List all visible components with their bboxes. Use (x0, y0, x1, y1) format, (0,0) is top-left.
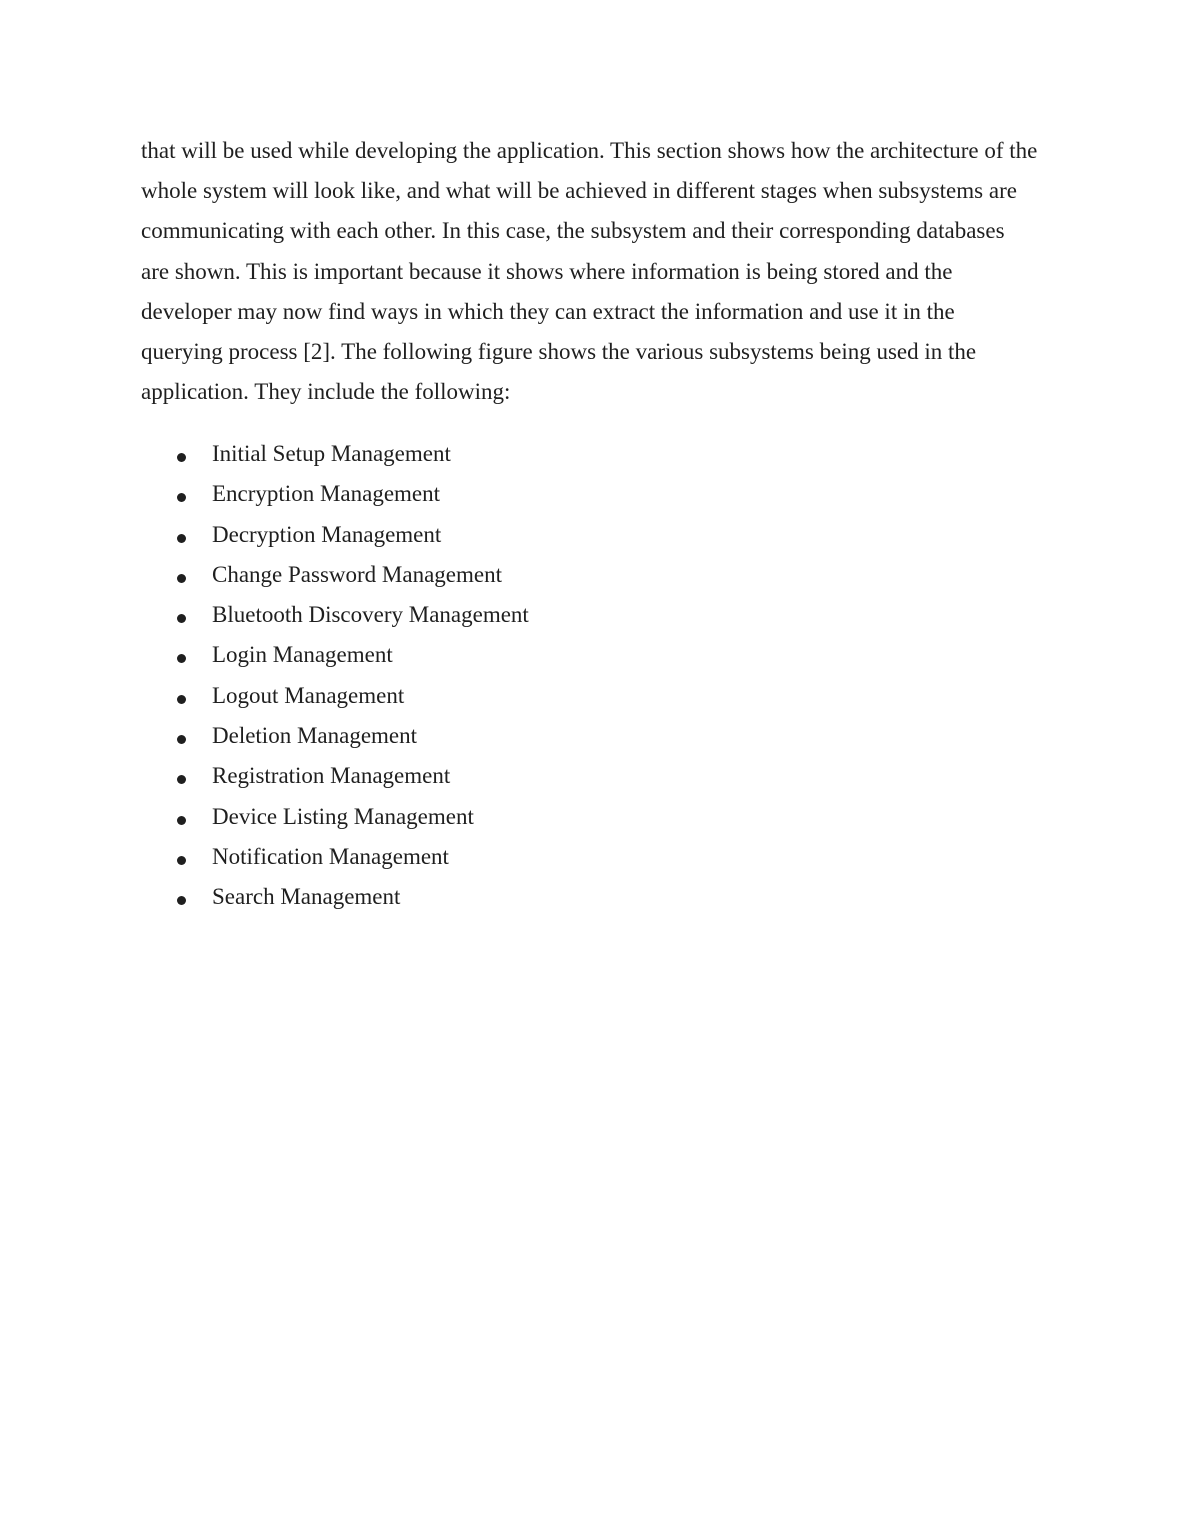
list-item-label: Encryption Management (212, 481, 441, 507)
list-item-label: Decryption Management (212, 521, 442, 547)
bullet-icon (177, 856, 186, 865)
bullet-icon (177, 775, 186, 784)
list-item-label: Initial Setup Management (212, 441, 451, 466)
list-item-label: Notification Management (212, 843, 449, 869)
paragraph-line: that will be used while developing the application. This section shows how the architecture of the (141, 138, 1038, 163)
paragraph-line: application. They include the following: (141, 379, 511, 405)
list-item (141, 434, 1041, 474)
bullet-icon (177, 816, 186, 825)
bullet-icon (177, 534, 186, 543)
bullet-icon (177, 493, 186, 502)
paragraph-line: are shown. This is important because it shows where information is being stored and the (141, 258, 953, 284)
list-item-label: Bluetooth Discovery Management (212, 602, 529, 628)
paragraph-line: developer may now find ways in which they can extract the information and use it in the (141, 298, 955, 324)
bullet-icon (177, 614, 186, 623)
body-paragraph (141, 131, 1141, 412)
list-item (141, 716, 1041, 756)
list-item-label: Search Management (212, 884, 401, 910)
list-item-label: Login Management (212, 642, 393, 668)
list-item (141, 595, 1041, 635)
list-item-label: Device Listing Management (212, 803, 474, 829)
list-item-label: Logout Management (212, 682, 405, 708)
list-item-label: Registration Management (212, 763, 451, 789)
list-item (141, 877, 1041, 917)
list-item (141, 756, 1041, 796)
bullet-icon (177, 574, 186, 583)
list-item-label: Deletion Management (212, 723, 418, 749)
list-item (141, 797, 1041, 837)
bullet-icon (177, 654, 186, 663)
list-item (141, 635, 1041, 675)
paragraph-line: communicating with each other. In this case, the subsystem and their corresponding databases (141, 218, 1005, 244)
list-item (141, 837, 1041, 877)
bullet-icon (177, 453, 186, 462)
bullet-icon (177, 695, 186, 704)
paragraph-line: querying process [2]. The following figure shows the various subsystems being used in the (141, 339, 977, 365)
list-item (141, 676, 1041, 716)
bullet-icon (177, 735, 186, 744)
subsystem-list (141, 434, 1041, 918)
list-item-label: Change Password Management (212, 561, 502, 587)
list-item (141, 555, 1041, 595)
bullet-icon (177, 896, 186, 905)
list-item (141, 515, 1041, 555)
list-item (141, 474, 1041, 514)
paragraph-line: whole system will look like, and what will be achieved in different stages when subsystems are (141, 178, 1017, 204)
